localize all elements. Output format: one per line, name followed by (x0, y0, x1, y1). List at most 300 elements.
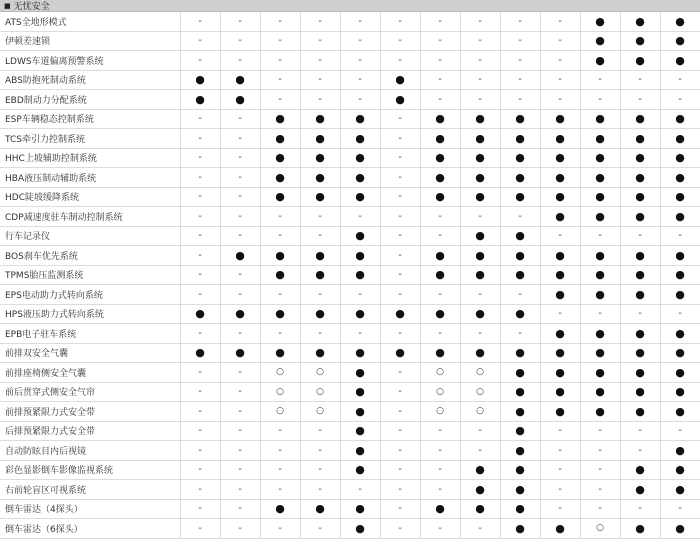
feature-value-cell: ● (620, 460, 660, 480)
feature-label: BOS刹车优先系统 (0, 246, 180, 266)
feature-value-cell: - (340, 285, 380, 305)
feature-value-cell: - (380, 382, 420, 402)
feature-value-cell: - (420, 51, 460, 71)
feature-value-cell: ● (300, 129, 340, 149)
feature-value-cell: - (220, 480, 260, 500)
feature-value-cell: - (540, 421, 580, 441)
feature-value-cell: ● (500, 148, 540, 168)
feature-value-cell: ● (660, 519, 700, 539)
feature-value-cell: ● (660, 187, 700, 207)
feature-value-cell: ● (580, 187, 620, 207)
feature-value-cell: ● (660, 129, 700, 149)
feature-value-cell: ● (620, 324, 660, 344)
feature-value-cell: ○ (260, 363, 300, 383)
feature-label: 彩色显影倒车影像监视系统 (0, 460, 180, 480)
feature-value-cell: - (380, 499, 420, 519)
feature-value-cell: ● (580, 31, 620, 51)
feature-value-cell: ● (180, 304, 220, 324)
feature-value-cell: - (220, 402, 260, 422)
feature-value-cell: ● (620, 265, 660, 285)
feature-value-cell: ● (300, 109, 340, 129)
feature-value-cell: ● (620, 285, 660, 305)
feature-value-cell: ● (340, 343, 380, 363)
feature-value-cell: - (540, 460, 580, 480)
feature-value-cell: ● (460, 304, 500, 324)
feature-value-cell: ● (340, 363, 380, 383)
feature-value-cell: ● (420, 343, 460, 363)
feature-value-cell: ○ (460, 363, 500, 383)
feature-value-cell: - (540, 226, 580, 246)
feature-value-cell: - (580, 70, 620, 90)
feature-value-cell: - (380, 148, 420, 168)
table-row (0, 51, 700, 71)
feature-value-cell: - (220, 441, 260, 461)
feature-value-cell: ● (580, 285, 620, 305)
feature-value-cell: - (660, 421, 700, 441)
feature-value-cell: ● (540, 168, 580, 188)
feature-value-cell: - (620, 441, 660, 461)
feature-value-cell: - (380, 265, 420, 285)
feature-value-cell: ● (460, 168, 500, 188)
feature-value-cell: ● (660, 265, 700, 285)
feature-value-cell: - (220, 207, 260, 227)
feature-value-cell: - (460, 51, 500, 71)
feature-value-cell: ● (580, 12, 620, 31)
table-row (0, 480, 700, 500)
feature-label: 后排预紧限力式安全带 (0, 421, 180, 441)
table-row (0, 70, 700, 90)
feature-value-cell: - (180, 31, 220, 51)
feature-label: HBA液压制动辅助系统 (0, 168, 180, 188)
feature-value-cell: ● (500, 402, 540, 422)
feature-value-cell: - (220, 109, 260, 129)
feature-value-cell: ● (220, 343, 260, 363)
feature-value-cell: ● (220, 70, 260, 90)
feature-value-cell: ● (500, 187, 540, 207)
feature-value-cell: - (580, 421, 620, 441)
feature-value-cell: - (260, 31, 300, 51)
feature-value-cell: ● (500, 168, 540, 188)
feature-value-cell: - (660, 226, 700, 246)
feature-value-cell: ● (460, 265, 500, 285)
feature-value-cell: ● (380, 70, 420, 90)
feature-value-cell: ● (340, 499, 380, 519)
feature-value-cell: ● (580, 168, 620, 188)
feature-value-cell: ● (660, 382, 700, 402)
feature-value-cell: ● (260, 246, 300, 266)
feature-value-cell: - (420, 31, 460, 51)
table-row (0, 343, 700, 363)
feature-value-cell: ● (340, 265, 380, 285)
feature-value-cell: - (180, 12, 220, 31)
feature-value-cell: ● (580, 109, 620, 129)
feature-value-cell: - (460, 207, 500, 227)
feature-value-cell: ● (500, 363, 540, 383)
feature-value-cell: ● (620, 129, 660, 149)
feature-value-cell: ● (420, 499, 460, 519)
feature-value-cell: ● (620, 12, 660, 31)
feature-value-cell: - (540, 304, 580, 324)
feature-value-cell: - (340, 12, 380, 31)
feature-label: 行车记录仪 (0, 226, 180, 246)
feature-label: EPS电动助力式转向系统 (0, 285, 180, 305)
feature-value-cell: - (180, 324, 220, 344)
feature-value-cell: - (540, 51, 580, 71)
feature-value-cell: - (220, 168, 260, 188)
feature-value-cell: - (420, 207, 460, 227)
feature-value-cell: - (260, 226, 300, 246)
feature-value-cell: - (380, 421, 420, 441)
feature-value-cell: ● (500, 343, 540, 363)
feature-value-cell: ● (340, 187, 380, 207)
feature-value-cell: ● (580, 265, 620, 285)
feature-value-cell: ● (660, 168, 700, 188)
feature-value-cell: - (420, 519, 460, 539)
feature-value-cell: - (420, 70, 460, 90)
feature-value-cell: ● (580, 363, 620, 383)
feature-value-cell: - (460, 421, 500, 441)
feature-label: 前排座椅侧安全气囊 (0, 363, 180, 383)
feature-value-cell: ● (580, 246, 620, 266)
table-row (0, 519, 700, 539)
feature-value-cell: ● (580, 148, 620, 168)
feature-value-cell: ● (260, 187, 300, 207)
feature-value-cell: - (580, 90, 620, 110)
feature-value-cell: - (540, 90, 580, 110)
feature-value-cell: ● (220, 246, 260, 266)
feature-value-cell: ● (580, 343, 620, 363)
feature-value-cell: ● (380, 304, 420, 324)
feature-label: ESP车辆稳态控制系统 (0, 109, 180, 129)
feature-value-cell: - (580, 226, 620, 246)
section-title: 无忧安全 (13, 2, 50, 12)
feature-value-cell: ● (460, 148, 500, 168)
feature-value-cell: ● (660, 12, 700, 31)
feature-value-cell: ● (300, 304, 340, 324)
feature-value-cell: ● (540, 363, 580, 383)
table-row (0, 499, 700, 519)
feature-value-cell: - (300, 226, 340, 246)
feature-value-cell: ● (540, 402, 580, 422)
feature-value-cell: - (580, 304, 620, 324)
feature-label: EPB电子驻车系统 (0, 324, 180, 344)
feature-value-cell: ● (500, 226, 540, 246)
feature-value-cell: - (340, 207, 380, 227)
feature-value-cell: - (300, 441, 340, 461)
feature-value-cell: - (460, 285, 500, 305)
feature-value-cell: - (260, 207, 300, 227)
feature-value-cell: - (260, 90, 300, 110)
feature-value-cell: ● (620, 480, 660, 500)
table-row (0, 421, 700, 441)
feature-value-cell: ● (380, 90, 420, 110)
feature-value-cell: - (220, 382, 260, 402)
feature-value-cell: ● (620, 187, 660, 207)
feature-value-cell: - (300, 207, 340, 227)
feature-value-cell: ● (540, 246, 580, 266)
feature-value-cell: - (180, 382, 220, 402)
feature-value-cell: - (220, 51, 260, 71)
feature-value-cell: ○ (420, 382, 460, 402)
feature-value-cell: ● (540, 324, 580, 344)
feature-value-cell: ● (340, 402, 380, 422)
feature-value-cell: ● (500, 265, 540, 285)
feature-value-cell: ● (660, 109, 700, 129)
feature-label: LDWS车道偏离预警系统 (0, 51, 180, 71)
feature-value-cell: - (420, 285, 460, 305)
feature-value-cell: - (660, 90, 700, 110)
feature-value-cell: - (220, 265, 260, 285)
feature-value-cell: - (500, 285, 540, 305)
feature-value-cell: - (260, 324, 300, 344)
table-row (0, 265, 700, 285)
feature-value-cell: ● (540, 343, 580, 363)
feature-value-cell: - (180, 460, 220, 480)
feature-value-cell: ● (180, 343, 220, 363)
feature-value-cell: - (580, 460, 620, 480)
feature-value-cell: - (220, 363, 260, 383)
feature-value-cell: - (180, 51, 220, 71)
feature-value-cell: - (380, 187, 420, 207)
feature-value-cell: - (180, 499, 220, 519)
feature-value-cell: ○ (420, 363, 460, 383)
table-row (0, 363, 700, 383)
feature-value-cell: ● (580, 207, 620, 227)
feature-value-cell: ● (340, 421, 380, 441)
feature-value-cell: ● (420, 304, 460, 324)
feature-value-cell: - (260, 51, 300, 71)
feature-value-cell: - (380, 207, 420, 227)
feature-value-cell: ● (660, 285, 700, 305)
feature-value-cell: ● (500, 441, 540, 461)
table-row (0, 207, 700, 227)
feature-value-cell: ● (340, 129, 380, 149)
feature-value-cell: - (620, 226, 660, 246)
feature-value-cell: - (540, 70, 580, 90)
feature-value-cell: - (380, 460, 420, 480)
table-row (0, 460, 700, 480)
feature-value-cell: - (380, 519, 420, 539)
feature-value-cell: - (380, 226, 420, 246)
feature-value-cell: ● (340, 304, 380, 324)
feature-value-cell: ● (460, 109, 500, 129)
table-row (0, 12, 700, 31)
feature-value-cell: ● (620, 519, 660, 539)
feature-value-cell: - (500, 207, 540, 227)
feature-value-cell: - (380, 129, 420, 149)
feature-value-cell: ● (420, 246, 460, 266)
feature-value-cell: - (620, 421, 660, 441)
feature-value-cell: - (300, 285, 340, 305)
feature-value-cell: ● (500, 499, 540, 519)
feature-value-cell: - (380, 31, 420, 51)
feature-value-cell: ● (260, 304, 300, 324)
feature-value-cell: ● (620, 51, 660, 71)
feature-label: 前排预紧限力式安全带 (0, 402, 180, 422)
table-row (0, 246, 700, 266)
feature-value-cell: ● (620, 168, 660, 188)
table-row (0, 285, 700, 305)
feature-value-cell: ● (460, 460, 500, 480)
feature-value-cell: ● (540, 187, 580, 207)
feature-value-cell: ● (180, 90, 220, 110)
table-row (0, 129, 700, 149)
feature-value-cell: - (180, 265, 220, 285)
feature-value-cell: - (260, 421, 300, 441)
feature-value-cell: ● (260, 168, 300, 188)
feature-value-cell: ● (260, 129, 300, 149)
feature-value-cell: - (300, 90, 340, 110)
feature-value-cell: ● (660, 324, 700, 344)
feature-value-cell: - (420, 226, 460, 246)
feature-value-cell: ● (340, 460, 380, 480)
feature-label: EBD制动力分配系统 (0, 90, 180, 110)
feature-value-cell: - (300, 460, 340, 480)
feature-value-cell: ● (300, 265, 340, 285)
feature-label: 前后贯穿式侧安全气帘 (0, 382, 180, 402)
feature-value-cell: - (580, 499, 620, 519)
feature-value-cell: ○ (580, 519, 620, 539)
feature-value-cell: ● (540, 129, 580, 149)
feature-value-cell: - (300, 12, 340, 31)
feature-value-cell: ● (660, 363, 700, 383)
feature-value-cell: - (420, 421, 460, 441)
feature-value-cell: - (260, 460, 300, 480)
feature-value-cell: - (220, 12, 260, 31)
feature-value-cell: ● (500, 460, 540, 480)
feature-value-cell: ● (580, 51, 620, 71)
feature-value-cell: ○ (300, 402, 340, 422)
feature-value-cell: - (540, 441, 580, 461)
feature-value-cell: ● (340, 109, 380, 129)
table-row (0, 304, 700, 324)
feature-value-cell: - (660, 70, 700, 90)
feature-value-cell: ● (220, 90, 260, 110)
feature-value-cell: - (180, 207, 220, 227)
feature-value-cell: ● (260, 265, 300, 285)
feature-value-cell: - (180, 226, 220, 246)
feature-value-cell: - (500, 70, 540, 90)
feature-value-cell: ● (460, 187, 500, 207)
feature-value-cell: - (500, 31, 540, 51)
feature-value-cell: - (220, 148, 260, 168)
feature-value-cell: ● (500, 246, 540, 266)
feature-label: HHC上坡辅助控制系统 (0, 148, 180, 168)
feature-value-cell: ● (620, 363, 660, 383)
feature-value-cell: ● (620, 207, 660, 227)
feature-value-cell: - (180, 402, 220, 422)
table-row (0, 187, 700, 207)
feature-value-cell: - (260, 441, 300, 461)
feature-value-cell: ● (580, 324, 620, 344)
feature-value-cell: - (580, 480, 620, 500)
feature-value-cell: ● (540, 265, 580, 285)
feature-value-cell: - (300, 480, 340, 500)
feature-value-cell: ● (620, 402, 660, 422)
feature-value-cell: - (460, 70, 500, 90)
feature-value-cell: - (180, 285, 220, 305)
feature-value-cell: ● (620, 382, 660, 402)
feature-value-cell: ● (460, 343, 500, 363)
feature-value-cell: - (420, 324, 460, 344)
feature-value-cell: - (180, 109, 220, 129)
feature-label: CDP减速度驻车制动控制系统 (0, 207, 180, 227)
feature-value-cell: - (620, 304, 660, 324)
feature-value-cell: - (300, 51, 340, 71)
feature-value-cell: ● (380, 343, 420, 363)
feature-value-cell: - (300, 421, 340, 441)
feature-value-cell: ● (540, 519, 580, 539)
feature-value-cell: ○ (300, 382, 340, 402)
feature-value-cell: - (620, 70, 660, 90)
feature-value-cell: ● (300, 343, 340, 363)
feature-value-cell: - (500, 12, 540, 31)
feature-value-cell: ● (260, 343, 300, 363)
feature-value-cell: - (340, 70, 380, 90)
table-row (0, 402, 700, 422)
feature-value-cell: - (220, 460, 260, 480)
feature-value-cell: ● (620, 148, 660, 168)
feature-value-cell: - (300, 324, 340, 344)
feature-value-cell: ○ (460, 382, 500, 402)
feature-value-cell: ● (620, 109, 660, 129)
feature-label: 伊顿差速锁 (0, 31, 180, 51)
feature-value-cell: ● (420, 187, 460, 207)
feature-value-cell: ● (540, 382, 580, 402)
feature-value-cell: - (300, 70, 340, 90)
feature-value-cell: ● (660, 246, 700, 266)
feature-value-cell: - (380, 285, 420, 305)
feature-value-cell: - (540, 499, 580, 519)
feature-value-cell: - (380, 168, 420, 188)
feature-value-cell: ● (580, 129, 620, 149)
feature-value-cell: ● (660, 31, 700, 51)
feature-value-cell: - (180, 246, 220, 266)
feature-value-cell: ● (660, 51, 700, 71)
feature-value-cell: ● (500, 109, 540, 129)
feature-value-cell: ● (300, 499, 340, 519)
feature-value-cell: - (420, 441, 460, 461)
feature-value-cell: ● (460, 129, 500, 149)
feature-label: 前排双安全气囊 (0, 343, 180, 363)
feature-value-cell: - (380, 12, 420, 31)
feature-value-cell: ● (540, 148, 580, 168)
table-row (0, 324, 700, 344)
feature-value-cell: - (340, 31, 380, 51)
feature-value-cell: - (660, 304, 700, 324)
feature-value-cell: ● (340, 148, 380, 168)
feature-value-cell: - (340, 324, 380, 344)
feature-value-cell: - (460, 519, 500, 539)
feature-value-cell: ● (500, 382, 540, 402)
table-row (0, 109, 700, 129)
table-row (0, 226, 700, 246)
feature-value-cell: ● (660, 402, 700, 422)
feature-value-cell: ● (620, 31, 660, 51)
feature-value-cell: ● (540, 207, 580, 227)
feature-value-cell: - (380, 402, 420, 422)
feature-value-cell: - (220, 129, 260, 149)
feature-value-cell: - (220, 421, 260, 441)
feature-value-cell: - (220, 324, 260, 344)
feature-value-cell: ● (460, 499, 500, 519)
feature-value-cell: ● (340, 441, 380, 461)
feature-value-cell: ● (540, 285, 580, 305)
feature-value-cell: ● (260, 499, 300, 519)
section-marker-icon: ■ (4, 1, 11, 10)
feature-value-cell: - (420, 480, 460, 500)
feature-label: TPMS胎压监测系统 (0, 265, 180, 285)
